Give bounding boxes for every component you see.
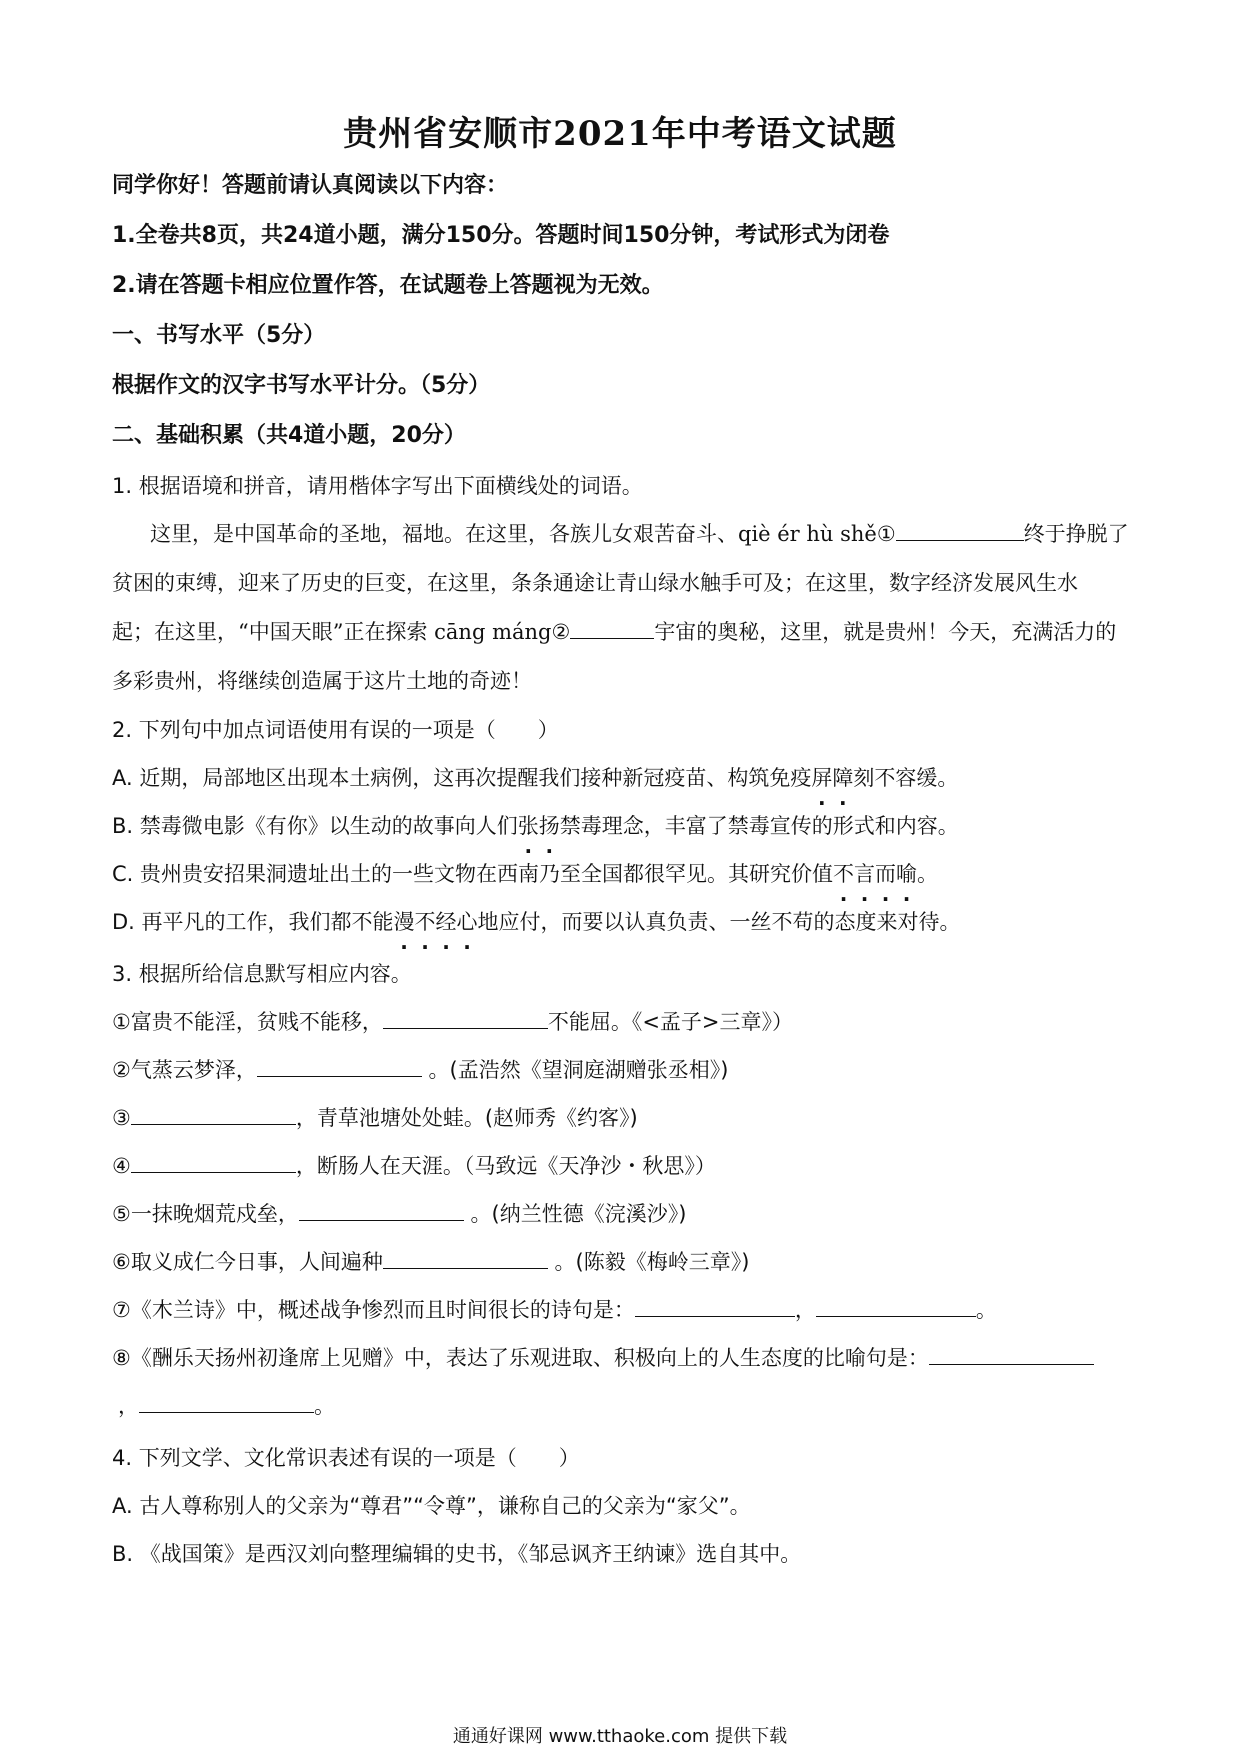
answer-blank[interactable] — [383, 1246, 548, 1269]
q3-item-8-continued — [118, 1390, 335, 1420]
answer-blank[interactable] — [257, 1054, 422, 1077]
dotted-word — [811, 766, 853, 790]
section1-text: 根据作文的汉字书写水平计分。（5分） — [112, 373, 491, 398]
q1-paragraph-line2: 贫困的束缚，迎来了历史的巨变，在这里，条条通途让青山绿水触手可及；在这里，数字经济发展风生水 — [112, 571, 1078, 595]
q1-text: 宇宙的奥秘，这里，就是贵州！今天，充满活力的 — [654, 620, 1117, 644]
item-text: ，青草池塘处处蛙。(赵师秀《约客》) — [295, 1106, 638, 1130]
item-text: ， — [794, 1298, 816, 1322]
dotted-char: 经 — [435, 910, 457, 934]
q1-text: 终于挣脱了 — [1023, 522, 1129, 546]
q1-text: 这里，是中国革命的圣地，福地。在这里，各族儿女艰苦奋斗、qiè ér hù shě① — [150, 522, 896, 546]
item-text: 。 — [975, 1298, 997, 1322]
dotted-char: 扬 — [538, 814, 560, 838]
q3-item-1 — [112, 1006, 793, 1036]
q3-item-7 — [112, 1294, 997, 1324]
answer-blank[interactable] — [131, 1102, 296, 1125]
item-text: ②气蒸云梦泽， — [112, 1058, 257, 1082]
q1-stem: 1. 根据语境和拼音，请用楷体字写出下面横线处的词语。 — [112, 474, 643, 498]
dotted-char: 不 — [833, 862, 855, 886]
item-text: ⑦《木兰诗》中，概述战争惨烈而且时间很长的诗句是： — [112, 1298, 635, 1322]
item-text: 。(陈毅《梅岭三章》) — [554, 1250, 750, 1274]
item-text: 。(孟浩然《望洞庭湖赠张丞相》) — [428, 1058, 729, 1082]
intro-rule-1: 1.全卷共8页，共24道小题，满分150分。答题时间150分钟，考试形式为闭卷 — [112, 223, 890, 248]
q1-text: 起；在这里，“中国天眼”正在探索 cāng máng② — [112, 620, 571, 644]
dotted-char: 漫 — [393, 910, 415, 934]
q2-stem: 2. 下列句中加点词语使用有误的一项是（ ） — [112, 718, 559, 742]
item-text: 。(纳兰性德《浣溪沙》) — [470, 1202, 687, 1226]
q2-option-a — [112, 762, 958, 792]
q1-paragraph-line4: 多彩贵州，将继续创造属于这片土地的奇迹！ — [112, 669, 532, 693]
intro-greeting: 同学你好！答题前请认真阅读以下内容： — [112, 173, 509, 198]
q1-blank-2[interactable] — [570, 616, 654, 639]
dotted-word — [833, 862, 917, 886]
q3-item-5 — [112, 1198, 686, 1228]
answer-blank[interactable] — [929, 1342, 1094, 1365]
item-text: ， — [118, 1394, 139, 1418]
option-text: 。 — [917, 862, 939, 886]
item-text: ，断肠人在天涯。（马致远《天净沙・秋思》） — [295, 1154, 716, 1178]
option-text: D. 再平凡的工作，我们都不能 — [112, 910, 394, 934]
q3-item-4 — [112, 1150, 716, 1180]
q3-item-6 — [112, 1246, 749, 1276]
answer-blank[interactable] — [299, 1198, 464, 1221]
item-text: ⑤一抹晚烟荒戍垒， — [112, 1202, 299, 1226]
page-title: 贵州省安顺市2021年中考语文试题 — [343, 114, 897, 154]
option-text: C. 贵州贵安招果洞遗址出土的一些文物在西南乃至全国都很罕见。其研究价值 — [112, 862, 834, 886]
intro-rule-2: 2.请在答题卡相应位置作答，在试题卷上答题视为无效。 — [112, 273, 664, 298]
answer-blank[interactable] — [131, 1150, 296, 1173]
dotted-char: 言 — [854, 862, 876, 886]
answer-blank[interactable] — [139, 1390, 314, 1413]
answer-blank[interactable] — [635, 1294, 795, 1317]
q1-blank-1[interactable] — [896, 518, 1024, 541]
q3-stem: 3. 根据所给信息默写相应内容。 — [112, 962, 412, 986]
q1-paragraph-line3 — [112, 616, 1116, 646]
q4-stem: 4. 下列文学、文化常识表述有误的一项是（ ） — [112, 1446, 580, 1470]
item-text: ①富贵不能淫，贫贱不能移， — [112, 1010, 383, 1034]
dotted-char: 心 — [456, 910, 478, 934]
answer-blank[interactable] — [383, 1006, 548, 1029]
footer-source: 通通好课网 www.tthaoke.com 提供下载 — [452, 1726, 788, 1747]
dotted-char: 喻 — [896, 862, 918, 886]
q4-option-a: A. 古人尊称别人的父亲为“尊君”“令尊”，谦称自己的父亲为“家父”。 — [112, 1494, 751, 1518]
q2-option-d — [112, 906, 961, 936]
dotted-word — [518, 814, 560, 838]
item-text: ⑧《酬乐天扬州初逢席上见赠》中，表达了乐观进取、积极向上的人生态度的比喻句是： — [112, 1346, 929, 1370]
q1-paragraph-line1 — [150, 518, 1129, 548]
option-text: 禁毒理念，丰富了禁毒宣传的形式和内容。 — [559, 814, 959, 838]
item-text: ⑥取义成仁今日事，人间遍种 — [112, 1250, 383, 1274]
item-text: 。 — [314, 1394, 335, 1418]
item-text: ④ — [112, 1154, 131, 1178]
section1-heading: 一、书写水平（5分） — [112, 323, 326, 348]
item-text: ③ — [112, 1106, 131, 1130]
q3-item-8 — [112, 1342, 1094, 1372]
dotted-char: 不 — [414, 910, 436, 934]
option-text: 地应付，而要以认真负责、一丝不苟的态度来对待。 — [477, 910, 961, 934]
q2-option-b — [112, 810, 959, 840]
dotted-char: 屏 — [811, 766, 833, 790]
dotted-char: 障 — [832, 766, 854, 790]
dotted-char: 而 — [875, 862, 897, 886]
q4-option-b: B. 《战国策》是西汉刘向整理编辑的史书，《邹忌讽齐王纳谏》选自其中。 — [112, 1542, 802, 1566]
section2-heading: 二、基础积累（共4道小题，20分） — [112, 423, 466, 448]
option-text: A. 近期，局部地区出现本土病例，这再次提醒我们接种新冠疫苗、构筑免疫 — [112, 766, 812, 790]
dotted-word — [394, 910, 478, 934]
option-text: B. 禁毒微电影《有你》以生动的故事向人们 — [112, 814, 518, 838]
q3-item-2 — [112, 1054, 728, 1084]
dotted-char: 张 — [517, 814, 539, 838]
option-text: 刻不容缓。 — [853, 766, 959, 790]
answer-blank[interactable] — [816, 1294, 976, 1317]
item-text: 不能屈。《<孟子>三章》） — [547, 1010, 794, 1034]
q2-option-c — [112, 858, 938, 888]
q3-item-3 — [112, 1102, 638, 1132]
